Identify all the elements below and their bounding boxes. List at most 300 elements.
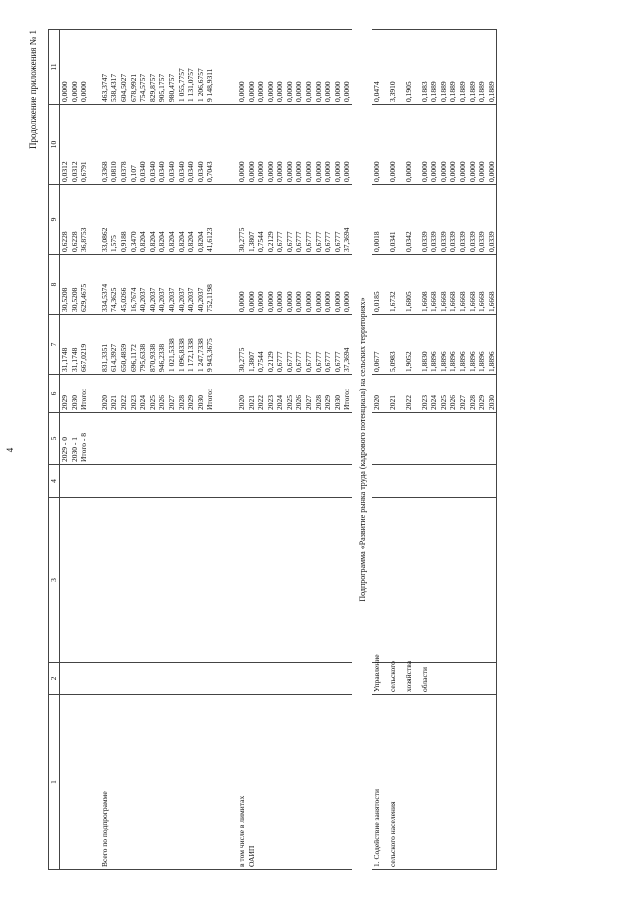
table-cell: [79, 695, 89, 870]
measure-executor: [448, 663, 458, 695]
col-header: 9: [49, 185, 60, 255]
measure-name: 1. Содействие занятости: [372, 695, 388, 870]
table-cell: 0,0340: [186, 105, 196, 185]
table-cell: [226, 185, 237, 255]
table-cell: 40,2037: [138, 255, 148, 315]
measure-executor: [477, 663, 487, 695]
table-cell: 0,0000: [304, 30, 314, 105]
table-cell: [60, 663, 70, 695]
table-cell: [304, 465, 314, 498]
table-cell: [138, 413, 148, 465]
table-cell: [323, 663, 333, 695]
table-cell: [215, 695, 226, 870]
col-header: 10: [49, 105, 60, 185]
table-cell: 0,7544: [256, 315, 266, 375]
table-cell: 40,2037: [186, 255, 196, 315]
table-cell: [285, 413, 295, 465]
table-cell: [138, 498, 148, 663]
table-cell: 0,0378: [119, 105, 129, 185]
table-cell: 0,6777: [275, 185, 285, 255]
table-row: [323, 30, 333, 870]
table-cell: 0,0000: [420, 105, 430, 185]
table-cell: 0,0000: [79, 30, 89, 105]
table-row: [439, 30, 449, 870]
table-cell: [157, 498, 167, 663]
table-cell: 2030: [333, 375, 343, 413]
table-cell: [157, 663, 167, 695]
table-cell: 0,0339: [458, 185, 468, 255]
table-cell: [247, 498, 257, 663]
table-cell: [342, 413, 352, 465]
table-cell: 36,8753: [79, 185, 89, 255]
table-row: [186, 30, 196, 870]
table-cell: [205, 498, 215, 663]
table-cell: [60, 695, 70, 870]
table-cell: 2030: [70, 375, 80, 413]
table-row: [196, 30, 206, 870]
table-cell: 0,0000: [314, 255, 324, 315]
table-cell: 1,6668: [458, 255, 468, 315]
table-cell: [119, 413, 129, 465]
table-cell: 0,0339: [448, 185, 458, 255]
table-cell: 2026: [448, 375, 458, 413]
table-cell: 0,6777: [285, 185, 295, 255]
table-row: [420, 30, 430, 870]
table-cell: [247, 465, 257, 498]
table-cell: [323, 465, 333, 498]
col-header: 11: [49, 30, 60, 105]
table-cell: [439, 498, 449, 663]
table-cell: 2030 - 1: [70, 413, 80, 465]
table-cell: [314, 663, 324, 695]
table-row: [388, 30, 404, 870]
table-cell: [167, 498, 177, 663]
table-row: [256, 30, 266, 870]
table-cell: [89, 185, 100, 255]
subprogram-total-label: [186, 695, 196, 870]
table-cell: 33,0862: [100, 185, 110, 255]
table-cell: 2027: [304, 375, 314, 413]
limits-label: [323, 695, 333, 870]
table-cell: [448, 413, 458, 465]
table-cell: 0,6777: [304, 315, 314, 375]
table-cell: [148, 465, 158, 498]
table-cell: 2026: [294, 375, 304, 413]
table-cell: [119, 465, 129, 498]
table-cell: 905,1757: [157, 30, 167, 105]
table-cell: 752,1198: [205, 255, 215, 315]
table-cell: [100, 498, 110, 663]
table-cell: [196, 465, 206, 498]
table-cell: 2022: [404, 375, 420, 413]
table-cell: [487, 413, 497, 465]
table-row: [138, 30, 148, 870]
table-cell: 0,8204: [186, 185, 196, 255]
table-row: [79, 30, 89, 870]
table-cell: [323, 498, 333, 663]
table-cell: 0,0312: [70, 105, 80, 185]
table-cell: 629,4675: [79, 255, 89, 315]
table-row: [458, 30, 468, 870]
table-cell: 2021: [388, 375, 404, 413]
table-cell: [177, 465, 187, 498]
table-cell: [458, 498, 468, 663]
measure-executor: [429, 663, 439, 695]
table-cell: 2023: [129, 375, 139, 413]
table-cell: [285, 663, 295, 695]
table-cell: 0,0000: [333, 105, 343, 185]
measure-name: [404, 695, 420, 870]
table-cell: [477, 465, 487, 498]
table-cell: [100, 663, 110, 695]
table-cell: [89, 375, 100, 413]
table-cell: [215, 375, 226, 413]
table-cell: 2022: [256, 375, 266, 413]
table-cell: 1 172,1338: [186, 315, 196, 375]
table-cell: 0,0340: [167, 105, 177, 185]
subprogram-total-label: [196, 695, 206, 870]
table-cell: [237, 465, 247, 498]
table-cell: 463,3747: [100, 30, 110, 105]
table-row: [167, 30, 177, 870]
table-cell: 0,9188: [119, 185, 129, 255]
table-cell: 1,6668: [487, 255, 497, 315]
table-cell: [226, 695, 237, 870]
table-cell: 2030: [196, 375, 206, 413]
table-cell: 0,0185: [372, 255, 388, 315]
table-cell: [439, 465, 449, 498]
table-cell: [205, 663, 215, 695]
table-cell: 0,0340: [138, 105, 148, 185]
table-cell: 0,0000: [237, 255, 247, 315]
table-cell: [177, 663, 187, 695]
table-cell: 0,8204: [148, 185, 158, 255]
table-row: [304, 30, 314, 870]
table-cell: 30,5208: [60, 255, 70, 315]
table-cell: 0,0000: [294, 105, 304, 185]
table-cell: 795,6338: [138, 315, 148, 375]
table-cell: 2029: [60, 375, 70, 413]
table-cell: [89, 255, 100, 315]
table-cell: [196, 413, 206, 465]
table-cell: 2027: [458, 375, 468, 413]
table-cell: 0,0000: [247, 255, 257, 315]
table-cell: 0,6777: [333, 315, 343, 375]
limits-label: в том числе в лимитах: [237, 695, 247, 870]
measure-name: [429, 695, 439, 870]
table-cell: 40,2037: [148, 255, 158, 315]
table-cell: [109, 413, 119, 465]
measure-executor: [487, 663, 497, 695]
table-cell: 45,0266: [119, 255, 129, 315]
table-cell: 2024: [429, 375, 439, 413]
table-cell: 1,6668: [477, 255, 487, 315]
table-cell: 614,3927: [109, 315, 119, 375]
table-cell: [148, 663, 158, 695]
table-cell: 0,6777: [294, 315, 304, 375]
table-cell: 0,0000: [342, 105, 352, 185]
table-cell: 0,0312: [60, 105, 70, 185]
limits-label: [333, 695, 343, 870]
table-cell: 0,0000: [487, 105, 497, 185]
table-cell: 2021: [247, 375, 257, 413]
table-cell: [388, 498, 404, 663]
table-cell: 9 148,9311: [205, 30, 215, 105]
table-cell: 1,6732: [388, 255, 404, 315]
table-cell: [60, 465, 70, 498]
table-cell: 37,3694: [342, 185, 352, 255]
table-cell: [333, 498, 343, 663]
table-cell: [275, 465, 285, 498]
table-cell: 0,0000: [285, 105, 295, 185]
table-row: [100, 30, 110, 870]
table-cell: 0,0000: [429, 105, 439, 185]
table-cell: 5,0983: [388, 315, 404, 375]
table-cell: 37,3694: [342, 315, 352, 375]
table-cell: [477, 498, 487, 663]
table-cell: [129, 413, 139, 465]
header-row: [49, 30, 60, 870]
table-cell: 946,2338: [157, 315, 167, 375]
table-cell: [294, 663, 304, 695]
table-cell: 1,8896: [487, 315, 497, 375]
col-header: 7: [49, 315, 60, 375]
table-cell: 831,3351: [100, 315, 110, 375]
table-row: [119, 30, 129, 870]
table-cell: [429, 413, 439, 465]
table-cell: 0,0000: [256, 105, 266, 185]
table-cell: 2028: [314, 375, 324, 413]
table-cell: [177, 413, 187, 465]
table-cell: 1,6668: [439, 255, 449, 315]
table-cell: 1,9052: [404, 315, 420, 375]
table-cell: 0,6777: [275, 315, 285, 375]
table-cell: 0,6777: [314, 315, 324, 375]
table-cell: 40,2037: [157, 255, 167, 315]
table-cell: [275, 413, 285, 465]
table-cell: 0,0000: [342, 30, 352, 105]
table-cell: 1 096,8338: [177, 315, 187, 375]
spacer-row: [215, 30, 226, 870]
table-cell: [215, 413, 226, 465]
table-cell: [205, 695, 215, 870]
table-cell: 41,6123: [205, 185, 215, 255]
measure-name: [439, 695, 449, 870]
table-cell: [420, 413, 430, 465]
table-cell: 0,8204: [196, 185, 206, 255]
table-cell: 0,0000: [477, 105, 487, 185]
table-cell: 0,0339: [429, 185, 439, 255]
table-cell: 0,107: [129, 105, 139, 185]
table-cell: [448, 465, 458, 498]
table-cell: 650,4859: [119, 315, 129, 375]
table-cell: 0,0000: [237, 105, 247, 185]
table-cell: [167, 663, 177, 695]
table-cell: 0,8204: [167, 185, 177, 255]
table-cell: [372, 498, 388, 663]
table-cell: [167, 465, 177, 498]
table-cell: [186, 413, 196, 465]
col-header: 4: [49, 465, 60, 498]
table-cell: 604,5027: [119, 30, 129, 105]
table-cell: 2020: [100, 375, 110, 413]
table-cell: 0,0000: [342, 255, 352, 315]
table-row: [448, 30, 458, 870]
table-row: [314, 30, 324, 870]
table-cell: 0,0000: [304, 105, 314, 185]
table-cell: 0,0000: [294, 255, 304, 315]
measure-name: [420, 695, 430, 870]
table-cell: 0,0000: [314, 30, 324, 105]
table-cell: 0,0000: [304, 255, 314, 315]
table-cell: 2029: [323, 375, 333, 413]
table-cell: 1,8896: [477, 315, 487, 375]
table-cell: 0,0340: [157, 105, 167, 185]
table-cell: [79, 465, 89, 498]
table-cell: [314, 413, 324, 465]
table-cell: 0,3368: [100, 105, 110, 185]
table-cell: [275, 498, 285, 663]
table-cell: [372, 413, 388, 465]
table-cell: [226, 498, 237, 663]
table-cell: 2023: [266, 375, 276, 413]
table-cell: [148, 413, 158, 465]
table-cell: [256, 413, 266, 465]
table-cell: [333, 663, 343, 695]
table-cell: 0,0000: [275, 30, 285, 105]
table-cell: [439, 413, 449, 465]
table-cell: 0,6791: [79, 105, 89, 185]
table-cell: 667,0219: [79, 315, 89, 375]
table-cell: 2024: [138, 375, 148, 413]
table-cell: 0,0018: [372, 185, 388, 255]
table-cell: 0,1889: [487, 30, 497, 105]
table-cell: 0,0000: [237, 30, 247, 105]
table-cell: 0,6777: [294, 185, 304, 255]
table-cell: [247, 413, 257, 465]
table-cell: [226, 413, 237, 465]
page-number: 4: [5, 447, 15, 453]
table-cell: [342, 498, 352, 663]
subprogram-title: Подпрограмма «Развитие рынка труда (кадрового потенциала) на сельских территориях»: [358, 297, 368, 602]
table-cell: [138, 465, 148, 498]
table-cell: 0,0000: [294, 30, 304, 105]
table-cell: [226, 255, 237, 315]
table-cell: [333, 413, 343, 465]
subprogram-total-label: [167, 695, 177, 870]
table-cell: 0,8204: [177, 185, 187, 255]
table-row: [487, 30, 497, 870]
table-cell: [226, 663, 237, 695]
table-row: [333, 30, 343, 870]
table-row: [429, 30, 439, 870]
table-cell: 0,0000: [372, 105, 388, 185]
limits-label: ОАИП: [247, 695, 257, 870]
table-cell: 0,0000: [323, 30, 333, 105]
table-cell: [100, 465, 110, 498]
total-row: [342, 30, 352, 870]
table-cell: 0,0000: [266, 255, 276, 315]
table-cell: 0,0000: [404, 105, 420, 185]
table-row: [177, 30, 187, 870]
table-cell: [119, 498, 129, 663]
subprogram-total-label: Всего по подпрограмме: [100, 695, 110, 870]
table-cell: 0,0000: [60, 30, 70, 105]
table-cell: [226, 465, 237, 498]
table-cell: 2029: [477, 375, 487, 413]
table-cell: 0,0339: [439, 185, 449, 255]
table-cell: 2023: [420, 375, 430, 413]
table-cell: 538,4317: [109, 30, 119, 105]
total-row: [205, 30, 215, 870]
measure-executor: сельского: [388, 663, 404, 695]
table-cell: [177, 498, 187, 663]
table-cell: 0,7043: [205, 105, 215, 185]
table-cell: 0,0810: [109, 105, 119, 185]
table-cell: 2025: [439, 375, 449, 413]
table-row: [109, 30, 119, 870]
subprogram-total-label: [119, 695, 129, 870]
table-cell: [186, 465, 196, 498]
table-cell: 0,0000: [266, 105, 276, 185]
table-cell: 0,0000: [314, 105, 324, 185]
table-cell: 9 943,3675: [205, 315, 215, 375]
measure-name: [448, 695, 458, 870]
table-row: [275, 30, 285, 870]
table-cell: 0,6777: [304, 185, 314, 255]
table-cell: 0,0339: [468, 185, 478, 255]
table-cell: [429, 465, 439, 498]
table-cell: [468, 465, 478, 498]
table-cell: [226, 30, 237, 105]
table-cell: [420, 465, 430, 498]
table-cell: 0,6228: [70, 185, 80, 255]
table-cell: 0,0000: [333, 255, 343, 315]
table-cell: [404, 465, 420, 498]
table-cell: 0,0000: [458, 105, 468, 185]
table-cell: [458, 413, 468, 465]
measure-executor: [439, 663, 449, 695]
limits-label: [294, 695, 304, 870]
table-cell: 1 131,0757: [186, 30, 196, 105]
table-cell: 0,0000: [256, 255, 266, 315]
measure-name: [487, 695, 497, 870]
subprogram-total-label: [109, 695, 119, 870]
table-cell: 31,1748: [70, 315, 80, 375]
table-cell: 2030: [487, 375, 497, 413]
table-cell: [70, 465, 80, 498]
table-cell: 0,1889: [468, 30, 478, 105]
table-cell: [294, 465, 304, 498]
table-cell: 0,6777: [285, 315, 295, 375]
table-cell: 1 055,7757: [177, 30, 187, 105]
table-row: [266, 30, 276, 870]
table-cell: 31,1748: [60, 315, 70, 375]
table-cell: 0,0000: [70, 30, 80, 105]
table-cell: 2027: [167, 375, 177, 413]
table-cell: 0,0000: [448, 105, 458, 185]
table-cell: [70, 498, 80, 663]
table-cell: [266, 498, 276, 663]
measure-executor: области: [420, 663, 430, 695]
table-cell: 1 206,6757: [196, 30, 206, 105]
table-cell: [304, 663, 314, 695]
measure-name: [468, 695, 478, 870]
table-cell: [79, 663, 89, 695]
table-cell: [487, 498, 497, 663]
subprogram-total-label: [138, 695, 148, 870]
table-cell: [186, 498, 196, 663]
